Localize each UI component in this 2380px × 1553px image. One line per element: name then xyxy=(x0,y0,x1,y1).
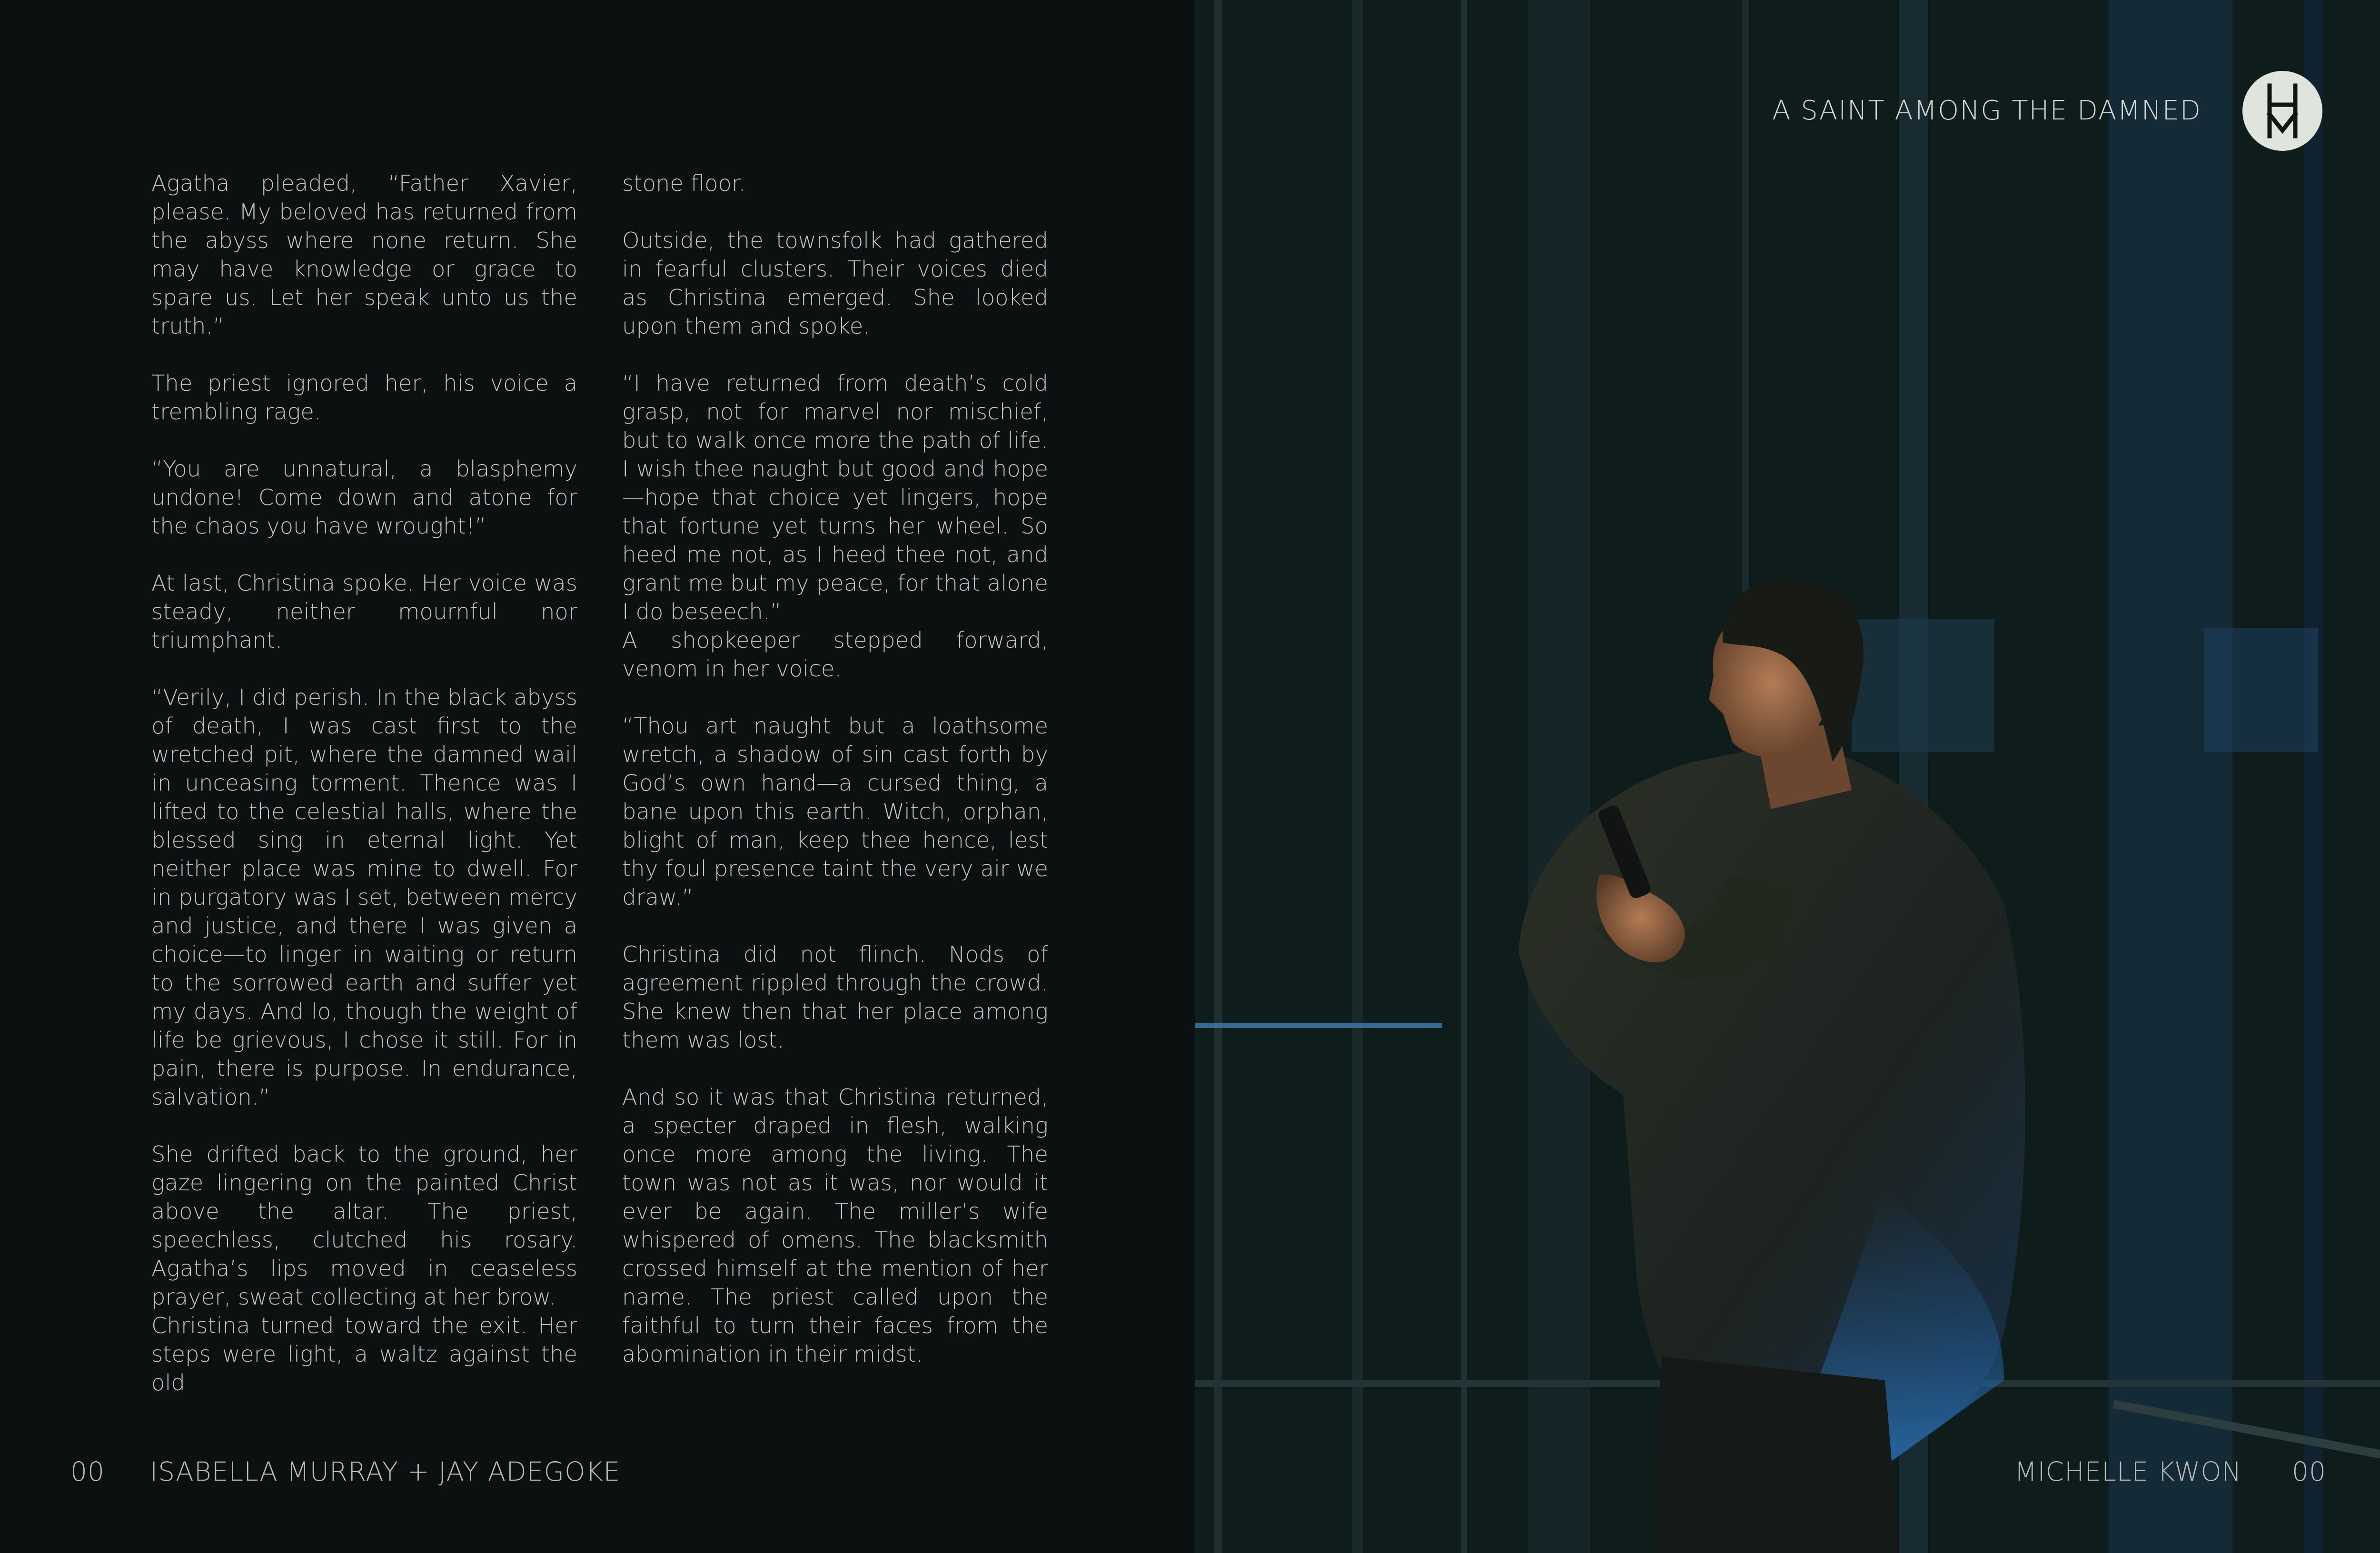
hm-monogram-icon xyxy=(2242,70,2323,151)
paragraph: “Thou art naught but a loathsome wretch, a shadow of sin cast forth by God’s own hand—a cursed thing, a bane upon this earth. Witch, orphan, blight of man, keep thee hence, lest thy foul presence taint the very air we draw.” xyxy=(622,713,1048,910)
article-title: A SAINT AMONG THE DAMNED xyxy=(1772,95,2202,126)
authors-credit: ISABELLA MURRAY + JAY ADEGOKE xyxy=(150,1456,621,1487)
paragraph: “You are unnatural, a blasphemy undone! Come down and atone for the chaos you have wrought!” xyxy=(151,456,577,539)
right-page-number: 00 xyxy=(2292,1456,2326,1487)
paragraph: “I have returned from death’s cold grasp, not for marvel nor mischief, but to walk once more the path of life. I wish thee naught but good and hope—hope that choice yet lingers, hope that fortune yet turns her wheel. So heed me not, as I heed thee not, and grant me but my peace, for that alone I do beseech.” xyxy=(622,370,1048,624)
text-column-2 xyxy=(622,169,1048,1397)
left-page-number: 00 xyxy=(70,1456,105,1487)
right-page-photo xyxy=(1195,0,2380,1553)
paragraph: At last, Christina spoke. Her voice was steady, neither mournful nor triumphant. xyxy=(151,570,577,653)
paragraph: A shopkeeper stepped forward, venom in her voice. xyxy=(622,627,1048,682)
paragraph: And so it was that Christina returned, a specter draped in flesh, walking once more among the living. The town was not as it was, nor would it ever be again. The miller’s wife whispered of omens. The blacksmith crossed himself at the mention of her name. The priest called upon the faithful to turn their faces from the abomination in their midst. xyxy=(622,1084,1048,1367)
text-column-1 xyxy=(151,169,577,1425)
photographer-credit: MICHELLE KWON xyxy=(2014,1456,2242,1487)
paragraph: Agatha pleaded, “Father Xavier, please. My beloved has returned from the abyss where none return. She may have knowledge or grace to spare us. Let her speak unto us the truth.” xyxy=(151,170,577,339)
paragraph: She drifted back to the ground, her gaze lingering on the painted Christ above the altar. The priest, speechless, clutched his rosary. Agatha’s lips moved in ceaseless prayer, sweat collecting at her brow. xyxy=(151,1141,577,1310)
paragraph: “Verily, I did perish. In the black abyss of death, I was cast first to the wretched pit, where the damned wail in unceasing torment. Thence was I lifted to the celestial halls, where the blessed sing in eternal light. Yet neither place was mine to dwell. For in purgatory was I set, between mercy and justice, and there I was given a choice—to linger in waiting or return to the sorrowed earth and suffer yet my days. And lo, though the weight of life be grievous, I chose it still. For in pain, there is purpose. In endurance, salvation.” xyxy=(151,684,577,1110)
paragraph: Outside, the townsfolk had gathered in fearful clusters. Their voices died as Christina emerged. She looked upon them and spoke. xyxy=(622,228,1048,339)
paragraph: Christina did not flinch. Nods of agreement rippled through the crowd. She knew then that her place among them was lost. xyxy=(622,941,1048,1053)
paragraph: stone floor. xyxy=(622,170,746,196)
paragraph: Christina turned toward the exit. Her steps were light, a waltz against the old xyxy=(151,1313,577,1395)
photo-illustration xyxy=(1195,0,2380,1553)
paragraph: The priest ignored her, his voice a trembling rage. xyxy=(151,370,577,425)
